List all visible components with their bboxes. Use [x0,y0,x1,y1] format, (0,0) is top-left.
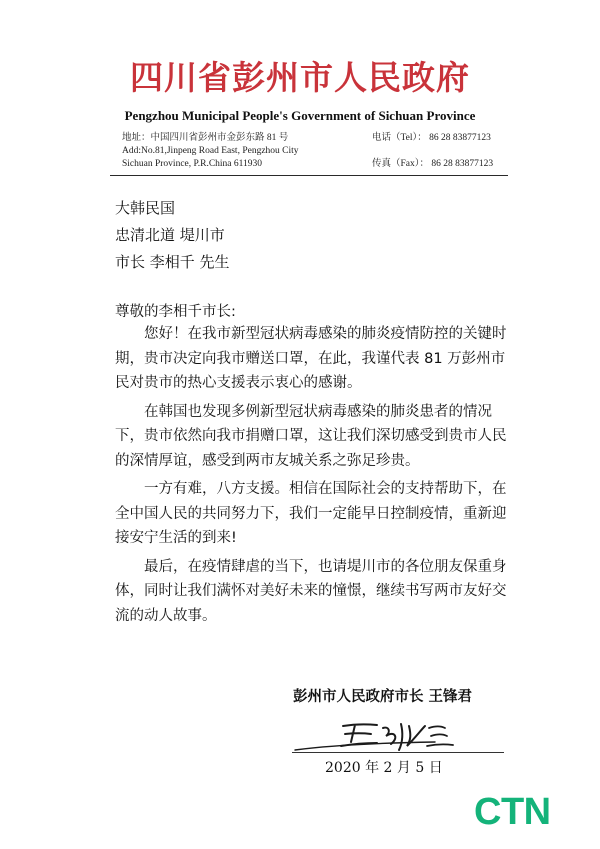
address-english-line-1: Add:No.81,Jinpeng Road East, Pengzhou City [122,146,299,156]
signature-line [292,752,504,753]
letterhead-divider [110,175,508,176]
address-english-line-2: Sichuan Province, P.R.China 611930 [122,159,263,169]
ctn-watermark-logo: CTN [474,791,551,833]
addressee-person: 市长 李相千 先生 [115,253,230,271]
body-paragraph-1: 您好！在我市新型冠状病毒感染的肺炎疫情防控的关键时期，贵市决定向我市赠送口罩，在此，我谨代表 81 万彭州市民对贵市的热心支援表示衷心的感谢。 [115,326,507,391]
letterhead-title: 四川省彭州市人民政府 [130,58,470,97]
fax-number: 传真（Fax）： 86 28 83877123 [372,159,494,169]
addressee-block [115,195,230,276]
letter-date: 2020 年 2 月 5 日 [325,760,443,776]
letterhead-address-block [122,132,299,171]
address-chinese: 地址：中国四川省彭州市金彭东路 81 号 [122,133,289,143]
addressee-country: 大韩民国 [115,199,176,217]
body-paragraph-2: 在韩国也发现多例新型冠状病毒感染的肺炎患者的情况下，贵市依然向我市捐赠口罩，这让我们深切感受到贵市人民的深情厚谊，感受到两市友城关系之弥足珍贵。 [115,403,507,469]
letter-body [115,322,515,632]
letterhead-english-title: Pengzhou Municipal People's Government of Sichuan Province [124,108,476,123]
telephone-number: 电话（Tel）： 86 28 83877123 [372,133,491,143]
body-paragraph-4: 最后，在疫情肆虐的当下，也请堤川市的各位朋友保重身体，同时让我们满怀对美好未来的憧憬，继续书写两市友好交流的动人故事。 [115,558,507,624]
salutation: 尊敬的李相千市长: [115,304,236,320]
signer-title: 彭州市人民政府市长 王锋君 [293,689,473,705]
letterhead-contact-block [372,132,493,171]
addressee-city: 忠清北道 堤川市 [115,226,225,244]
handwritten-signature [285,716,465,756]
body-paragraph-3: 一方有难，八方支援。相信在国际社会的支持帮助下，在全中国人民的共同努力下，我们一定能早日控制疫情，重新迎接安宁生活的到来! [115,481,507,546]
